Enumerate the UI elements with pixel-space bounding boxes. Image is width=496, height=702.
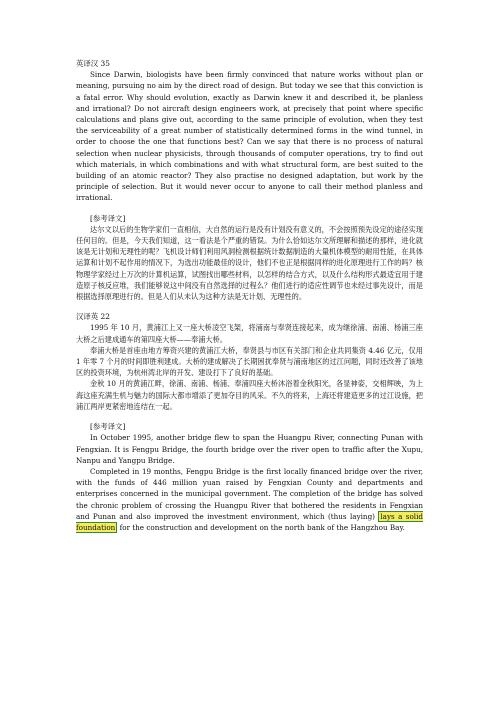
translation-text-after-highlight: for the construction and development on the north bank of the Hangzhou Bay.	[119, 522, 405, 532]
english-translation-paragraph-1: In October 1995, another bridge flew to span the Huangpu River, connecting Punan with Fengxian. It is Fengpu Bridge, the fourth bridge over the river open to traffic after the Xupu, Nanpu and Yangpu Bridge.	[76, 433, 423, 465]
section-title-en-to-zh: 英译汉 35	[76, 59, 110, 68]
chinese-translation-paragraph: 达尔文以后的生物学家们一直相信，大自然的运行是没有计划没有意义的，不会按照预先设定的途径实现任何目的。但是，今天我们知道，这一看法是个严重的错误。为什么恰如达尔文所理解和描述的那样，进化就该是无计划和无理性的呢？飞机设计师们利用风洞检测根据统计数据制造的大量机体模型的耐用性能，在具体运算和计划不起作用的情况下，为选出功能最佳的设计，他们不也正是根据同样的进化原理进行工作的吗？核物理学家经过上万次的计算机运算，试图找出哪些材料，以怎样的结合方式，以及什么结构形式最适宜用于建造原子核反应堆，我们能够说这中间没有自然选择的过程么？他们进行的适应性调节也未经过事先设计，而是根据选择原理进行的。但是人们从未认为这种方法是无计划、无理性的。	[76, 224, 423, 302]
section-title-zh-to-en: 汉译英 22	[76, 312, 110, 322]
document-body	[76, 58, 423, 533]
english-source-paragraph: Since Darwin, biologists have been firmly convinced that nature works without plan or meaning, pursuing no aim by the direct road of design. But today we see that this conviction is a fatal error. Why should evolution, exactly as Darwin knew it and described it, be planless and irrational? Do not aircraft design engineers work, at precisely that point where specific calculations and plans give out, according to the same principle of evolution, when they test the serviceability of a great number of statistically determined forms in the wind tunnel, in order to choose the one that functions best? Can we say that there is no process of natural selection when nuclear physicists, through thousands of computer operations, try to find out which materials, in which combinations and with what structural form, are best suited to the building of an atomic reactor? They also practise no designed adaptation, but work by the principle of selection. But it would never occur to anyone to call their method planless and irrational.	[76, 70, 423, 203]
chinese-source-paragraph-2: 奉浦大桥是首座由地方筹资兴建的黄浦江大桥，奉贤县与市区有关部门和企业共同集资 4.46 亿元，仅用 1 年零 7 个月的时间即胜利建成。大桥的建成解决了长期困扰奉贤与浦南地区的过江问题，同时还改善了该地区的投资环境，为杭州湾北岸的开发、建设打下了良好的基础。	[76, 345, 423, 378]
highlighted-phrase: lays a solid foundation	[76, 511, 423, 532]
reference-translation-label-2: [参考译文]	[90, 422, 126, 432]
english-translation-paragraph-2	[76, 466, 423, 533]
chinese-source-paragraph-1: 1995 年 10 月，黄浦江上又一座大桥凌空飞架，将浦南与奉贤连接起来，成为继徐浦、南浦、杨浦三座大桥之后建成通车的第四座大桥——奉浦大桥。	[76, 323, 423, 344]
chinese-source-paragraph-3: 金秋 10 月的黄浦江畔，徐浦、南浦、杨浦、奉浦四座大桥沐浴着金秋阳光，各显神姿，交相辉映，为上海这座充满生机与魅力的国际大都市增添了更加夺目的风采。不久的将来，上海还将建造更多的过江设施，把浦江两岸更紧密地连结在一起。	[76, 379, 423, 411]
reference-translation-label: [参考译文]	[90, 213, 126, 223]
translation-text-before-highlight: Completed in 19 months, Fengpu Bridge is the first locally financed bridge over the river, with the funds of 446 million yuan raised by Fengxian County and departments and enterprises concerned in the municipal government. The completion of the bridge has solved the chronic problem of crossing the Huangpu River that bothered the residents in Fengxian and Punan and also improved the investment environment, which (thus laying)	[76, 466, 423, 521]
